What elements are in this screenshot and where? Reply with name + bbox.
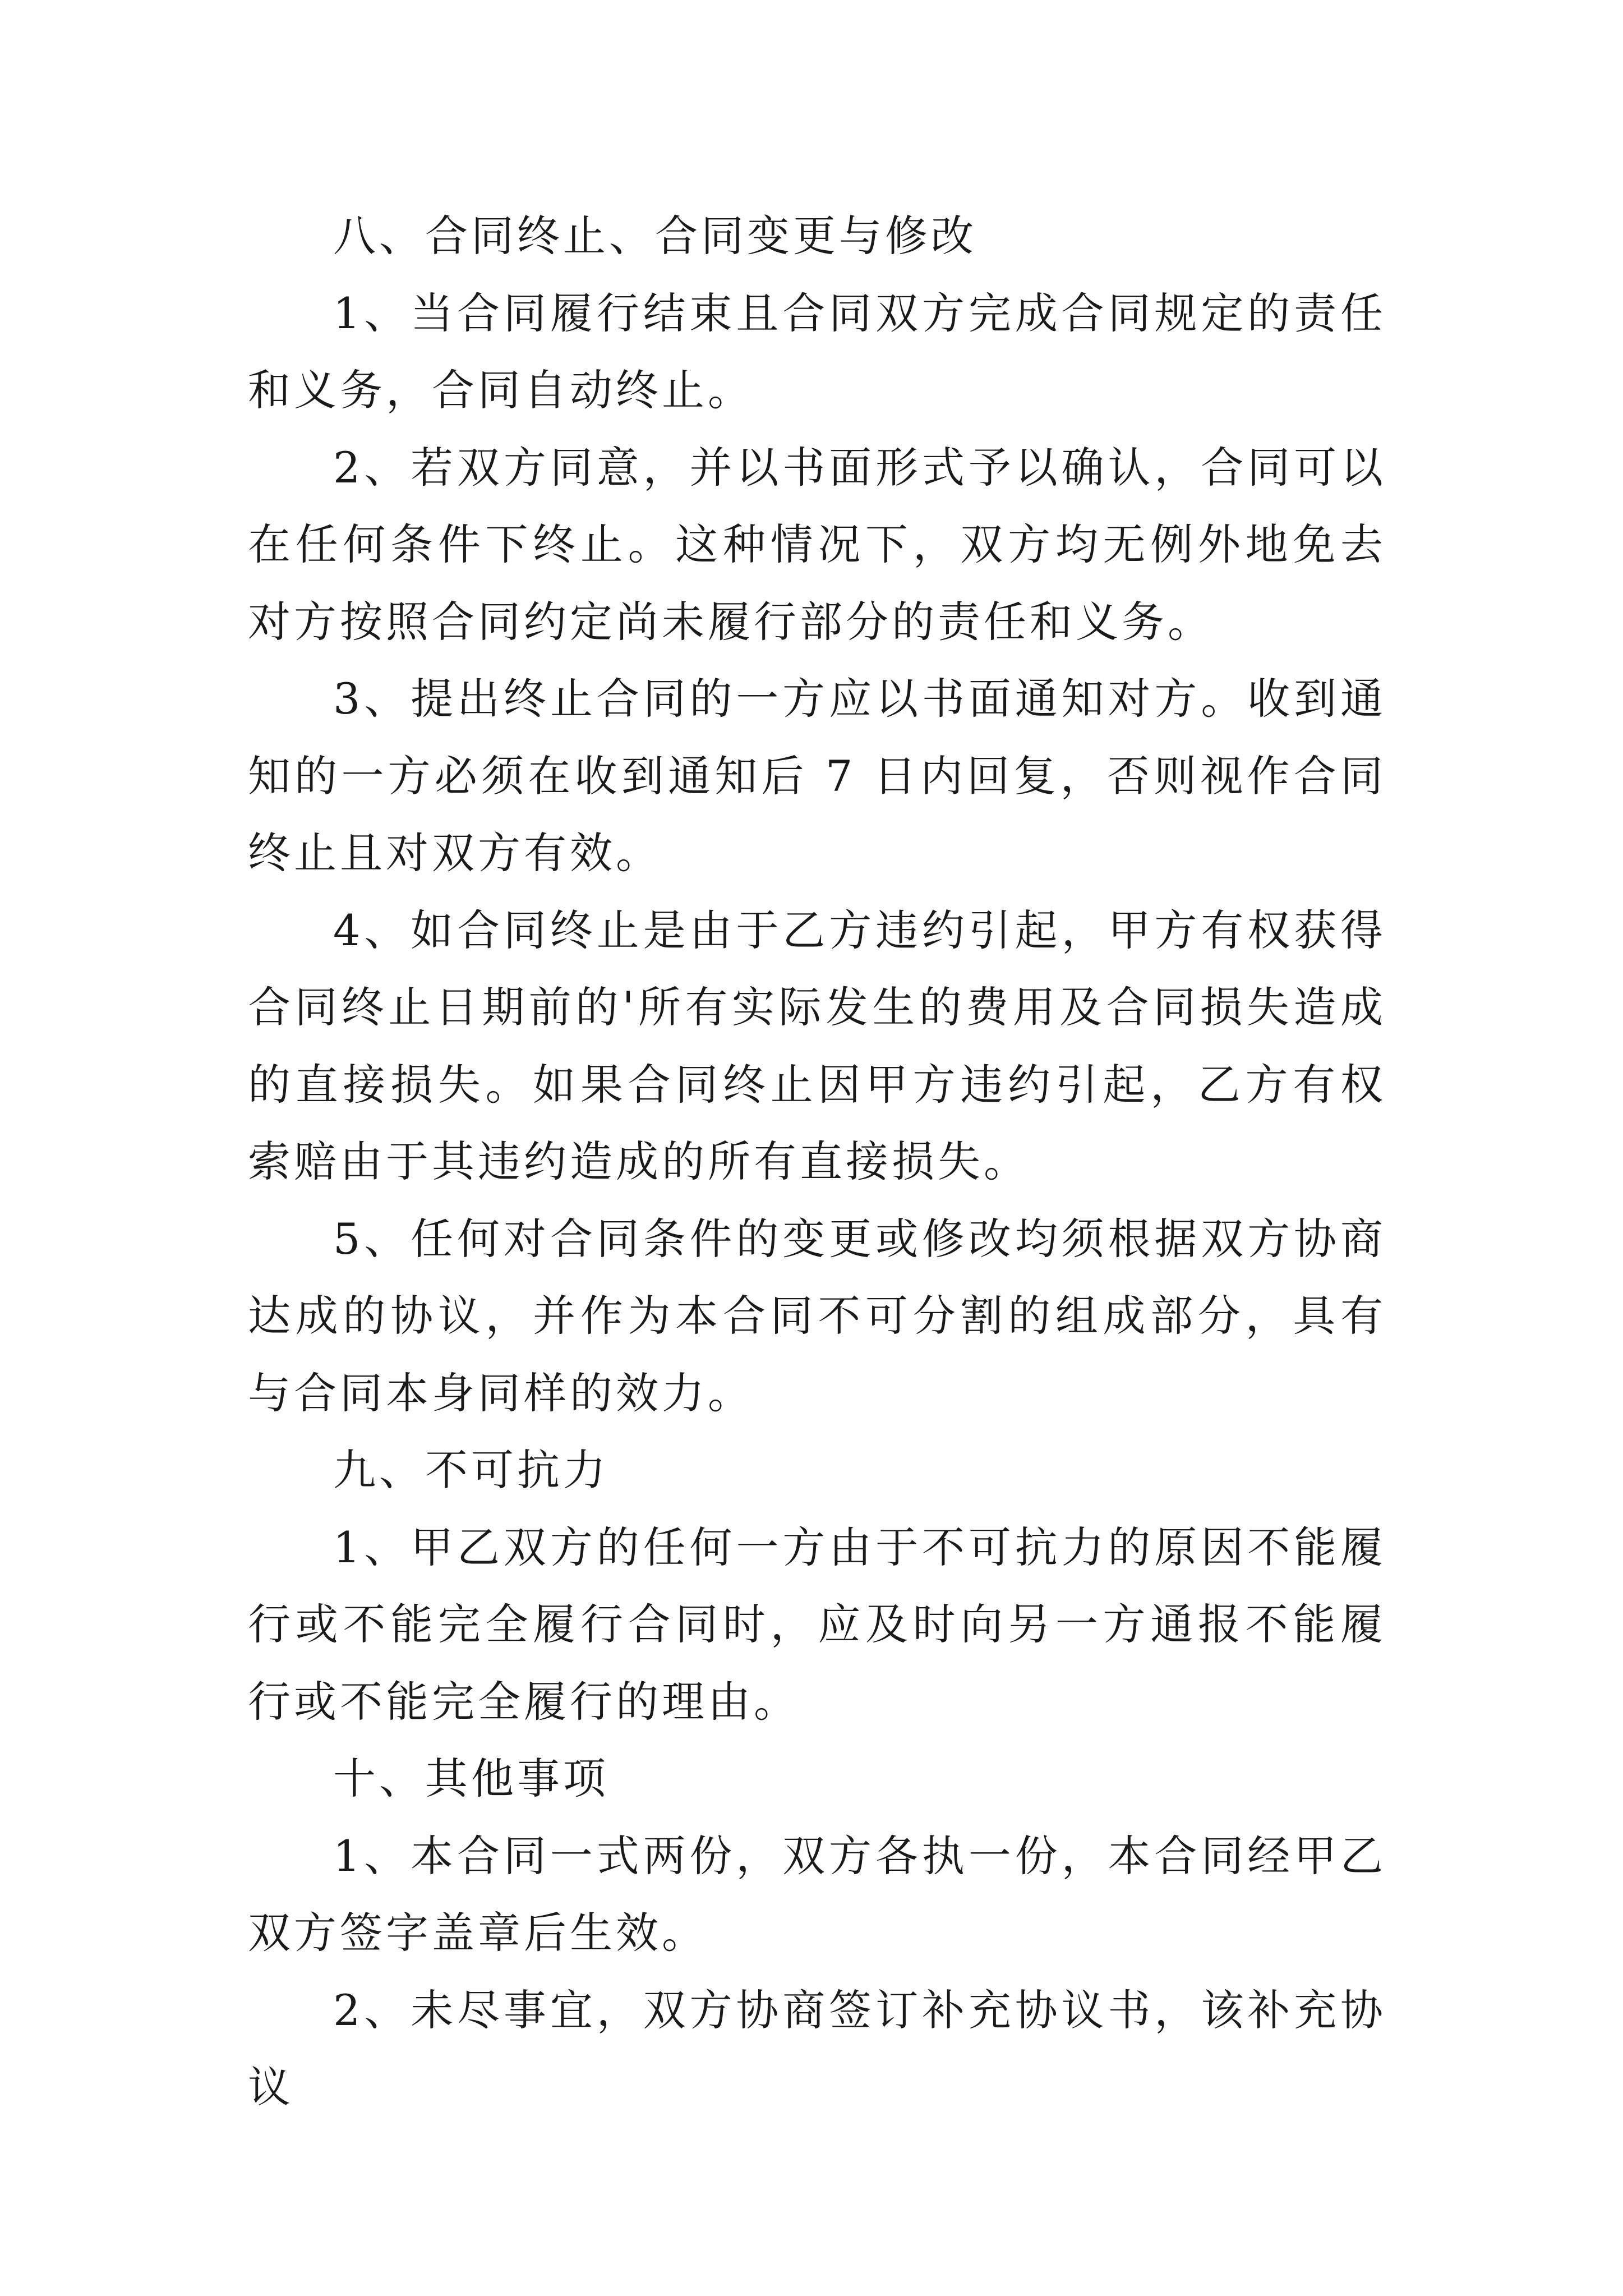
section-heading-termination: 八、合同终止、合同变更与修改 [333,211,977,261]
clause-9-1: 1、甲乙双方的任何一方由于不可抗力的原因不能履行或不能完全履行合同时，应及时向另一方通报不能履行或不能完全履行的理由。 [248,1522,1386,1727]
clause-8-3: 3、提出终止合同的一方应以书面通知对方。收到通知的一方必须在收到通知后 7 日内回复，否则视作合同终止且对双方有效。 [248,674,1386,878]
clause-8-1: 1、当合同履行结束且合同双方完成合同规定的责任和义务，合同自动终止。 [248,288,1386,415]
clause-10-2: 2、未尽事宜，双方协商签订补充协议书，该补充协议 [248,1985,1386,2112]
clause-10-1: 1、本合同一式两份，双方各执一份，本合同经甲乙双方签字盖章后生效。 [248,1830,1386,1958]
clause-8-2: 2、若双方同意，并以书面形式予以确认，合同可以在任何条件下终止。这种情况下，双方均无例外地免去对方按照合同约定尚未履行部分的责任和义务。 [248,442,1386,647]
clause-8-5: 5、任何对合同条件的变更或修改均须根据双方协商达成的协议，并作为本合同不可分割的组成部分，具有与合同本身同样的效力。 [248,1213,1386,1418]
section-heading-other-matters: 十、其他事项 [333,1754,609,1803]
clause-8-4: 4、如合同终止是由于乙方违约引起，甲方有权获得合同终止日期前的'所有实际发生的费用及合同损失造成的直接损失。如果合同终止因甲方违约引起，乙方有权索赔由于其违约造成的所有直接损失。 [248,905,1386,1186]
document-body [248,197,1386,2126]
section-heading-force-majeure: 九、不可抗力 [333,1445,609,1495]
